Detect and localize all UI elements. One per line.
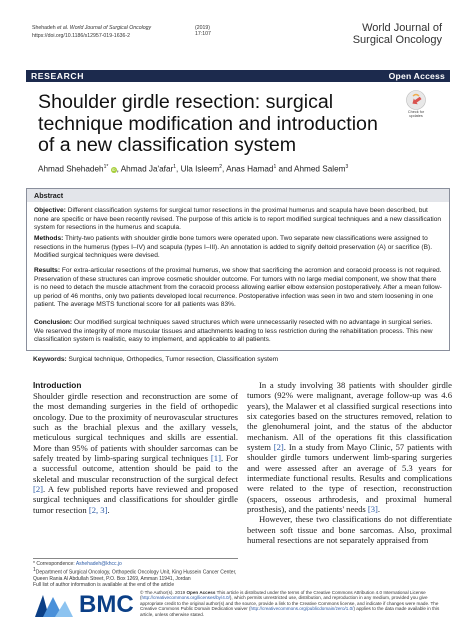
bmc-logo[interactable]: [33, 591, 134, 619]
journal-title: [353, 22, 442, 46]
author-affiliation: 3: [345, 164, 349, 170]
copyright: © The Author(s). 2019: [140, 590, 187, 595]
citation-link[interactable]: [2, 3]: [88, 504, 108, 515]
open-access-label: Open Access: [388, 71, 445, 81]
body-text: . In a study from Mayo Clinic, 57 patients with shoulder girdle tumors underwent limb-sparing surgeries and were assessed after an average of 5.3 years for intermediate functional results. Results and complications were related to the type of resection, reconstruction (spacers, osseous arthrodesis, and proximal humeral prosthesis), and the patients' needs: [247, 442, 452, 515]
abstract-objective: [34, 207, 442, 233]
bmc-mark-icon: [33, 591, 75, 619]
body-text: In a study involving 38 patients with shoulder girdle tumors (92% were malignant, average follow-up was 4.6 years), the Malawer et al classified surgical resections into six categories based on the structures removed, relation to the glenohumeral joint, and the status of the abductor mechanism. All of the operations fit this classification system: [247, 380, 452, 453]
footnotes: [33, 558, 238, 588]
author-affiliation: 2: [219, 164, 223, 170]
article-type-banner: [26, 70, 450, 82]
waiver-link[interactable]: http://creativecommons.org/publicdomain/zero/1.0/: [250, 606, 354, 612]
journal-title-line2: Surgical Oncology: [352, 34, 442, 46]
results-text: For extra-articular resections of the proximal humerus, we show that sacrificing the acromion and coracoid process is not required. Preservation of these structures can improve cosmetic shoulder outcome. For tumors with no large medial component, we show that there is no need to detach the muscle attachment from the coracoid process allowing earlier elbow extension postoperatively. After a mean follow-up period of 46 months, only two patients developed local recurrence. Postoperative infection was seen in two and stem loosening in one patient. The average MSTS functional score for all patients was 83%.: [34, 267, 442, 308]
conclusion-label: Conclusion:: [34, 319, 73, 326]
author-name[interactable]: Anas Hamad: [226, 164, 274, 174]
author-list: Ahmad Shehadeh$^{1*}$ iD, Ahmad Ja'afar$^1$, Ula Isleem$^2$, Anas Hamad$^1$ and Ahmed Salem$^3$: [38, 164, 349, 174]
keywords-label: Keywords:: [33, 356, 67, 363]
right-column-text: [247, 380, 452, 546]
citation-pages: (2019) 17:107: [195, 25, 211, 37]
body-paragraph: [247, 380, 452, 514]
affiliation-number: 1: [33, 567, 36, 573]
body-text: .: [377, 504, 381, 515]
check-for-updates-badge[interactable]: [402, 90, 430, 119]
abstract-methods: [34, 235, 442, 261]
author-name[interactable]: Ula Isleem: [180, 164, 220, 174]
license-body: ) applies to the data made available in this article, unless otherwise stated.: [140, 606, 440, 617]
keywords-text: Surgical technique, Orthopedics, Tumor resection, Classification system: [66, 356, 279, 363]
open-access-label: Open Access: [186, 590, 216, 595]
conclusion-text: Our modified surgical techniques saved structures which were unnecessarily resected with no advantage in surgical series. We reserved the integrity of more muscular tissues and attachments leading to less restriction during the rehabilitation process. This new classification system is realistic, easy to implement, and applicable to all patients.: [34, 319, 433, 343]
publisher-name: BMC: [79, 591, 134, 618]
article-title: Shoulder girdle resection: surgical technique modification and introduction of a new classification system: [38, 91, 378, 156]
abstract-header: [27, 189, 449, 202]
license-body: ), which permits unrestricted use, distribution, and reproduction in any medium, provided you give appropriate credit to the original author(s) and the source, provide a link to the Creative Commons license, and indicate if changes were made. The Creative Commons Public Domain Dedication waiver (: [140, 595, 439, 612]
journal-title-line1: World Journal of: [362, 22, 442, 34]
citation-link[interactable]: [1]: [210, 453, 221, 464]
objective-text: Different classification systems for surgical tumor resections in the proximal humerus and scapula have been described, but none are specific or have been recently revised. The purpose of this article is to report modified surgical techniques and a new classification system for resections in the humerus and scapula.: [34, 207, 442, 231]
license-text: [140, 590, 450, 617]
author-affiliation: 1*: [103, 164, 109, 170]
objective-label: Objective:: [34, 207, 66, 214]
license-link[interactable]: http://creativecommons.org/licenses/by/4.0/: [141, 595, 230, 601]
body-text: . For a successful outcome, attention should be paid to the skeletal and muscular reconstruction of the surgical defect: [33, 453, 238, 484]
citation-journal: et al. World Journal of Surgical Oncology: [57, 25, 152, 31]
body-paragraph: However, these two classifications do not differentiate between soft tissue and bone sarcomas. Also, proximal humeral resections are not separately appraised from: [247, 514, 452, 546]
abstract-box: [26, 188, 450, 351]
author-name[interactable]: Ahmad Ja'afar: [120, 164, 174, 174]
author-name[interactable]: Ahmed Salem: [294, 164, 346, 174]
methods-text: Thirty-two patients with shoulder girdle bone tumors were operated upon. Two separate new classifications were assigned to resections in the humerus (types I–IV) and scapula (types I–III). An annotation is added to signify deltoid preservation (A) or sacrifice (B). Modified surgical techniques were devised.: [34, 235, 433, 259]
badge-line2: updates: [409, 114, 423, 119]
license-body: This article is distributed under the terms of the Creative Commons Attribution 4.0 International License (: [140, 590, 426, 601]
citation-authors: Shehadeh: [32, 25, 58, 31]
body-text: Shoulder girdle resection and reconstruction are some of the most demanding surgeries in the field of orthopedic oncology. Due to the proximity of neurovascular structures such as the brachial plexus and the axillary vessels, meticulous surgical techniques and skills are essential. More than 95% of patients with shoulder sarcomas can be safely treated by limb-sparing surgical techniques: [33, 391, 238, 464]
author-info-note: Full list of author information is available at the end of the article: [33, 581, 175, 588]
affiliation: [33, 567, 238, 582]
section-heading: Introduction: [33, 380, 82, 390]
section-label: RESEARCH: [31, 71, 85, 81]
body-text: . A few published reports have reviewed and proposed surgical techniques and classifications for shoulder girdle tumor resection: [33, 484, 238, 515]
correspondence-label: * Correspondence:: [33, 561, 76, 567]
keywords: [33, 356, 443, 365]
intro-paragraph: [33, 391, 238, 515]
author-affiliation: 1: [273, 164, 277, 170]
author-name[interactable]: Ahmad Shehadeh: [38, 164, 104, 174]
citation-link[interactable]: [2]: [33, 484, 44, 495]
results-label: Results:: [34, 267, 61, 274]
abstract-conclusion: [34, 319, 442, 345]
author-affiliation: 1: [173, 164, 177, 170]
abstract-heading: Abstract: [34, 191, 64, 200]
methods-label: Methods:: [34, 235, 64, 242]
citation-link[interactable]: [3]: [367, 504, 378, 515]
orcid-icon[interactable]: iD: [111, 166, 116, 172]
doi-link[interactable]: https://doi.org/10.1186/s12957-019-1636-2: [32, 33, 130, 39]
email-link[interactable]: Ashehadeh@khcc.jo: [75, 561, 122, 567]
body-text: .: [107, 504, 110, 515]
affiliation-text: Department of Surgical Oncology, Orthopedic Oncology Unit, King Hussein Cancer Center, Queen Rania Al Abdullah Street, P.O. Box 1269, Amman 11941, Jordan: [33, 569, 237, 582]
abstract-results: [34, 267, 442, 310]
badge-line1: Check for: [407, 110, 425, 114]
citation-link[interactable]: [2]: [273, 442, 284, 453]
check-updates-icon: [406, 90, 426, 110]
